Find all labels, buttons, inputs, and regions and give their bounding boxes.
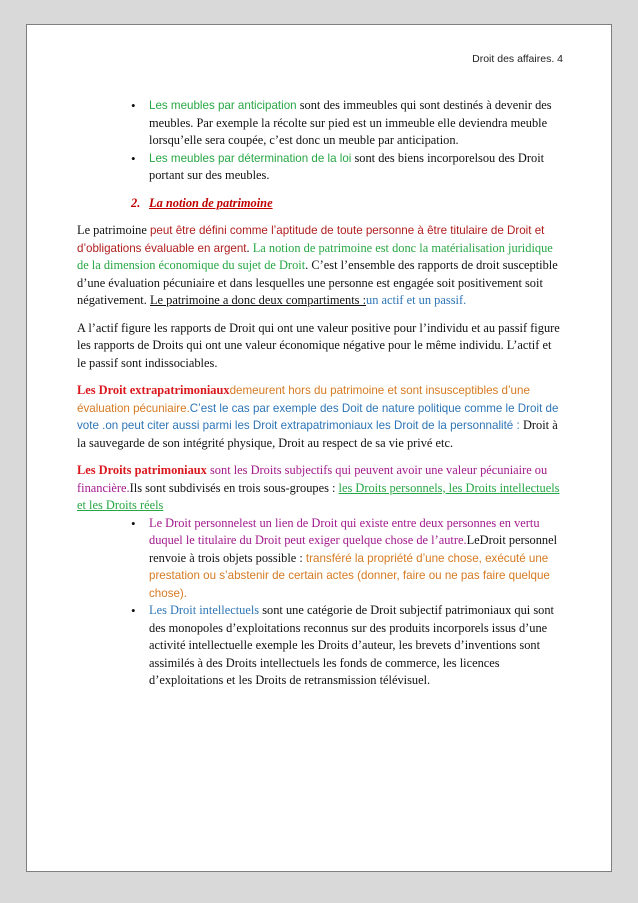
list-item — [77, 97, 563, 150]
text-run: Le patrimoine a donc deux compartiments : — [149, 293, 367, 307]
paragraph-extrapatrimoniaux — [77, 382, 563, 452]
text-run: sont les Droits subjectifs qui peuvent avoir une valeur pécuniaire ou financière. — [77, 463, 548, 495]
text-run: transféré la propriété d’une chose, exécuté une prestation ou s’abstenir de certain actes (donner, faire ou ne pas faire quelque chose). — [149, 551, 550, 600]
text-run: peut être défini comme l’aptitude de toute personne à être titulaire de Droit et d’obligations évaluable en argent — [77, 224, 545, 255]
text-run: Les Droit intellectuels — [149, 603, 260, 617]
text-run: Ils sont subdivisés en trois sous-groupes : — [129, 480, 339, 495]
bullet-list-droits — [77, 515, 563, 690]
document-page — [26, 24, 612, 872]
text-run: Le patrimoine — [77, 223, 150, 237]
bullet-term: Les meubles par détermination de la loi — [149, 151, 352, 165]
text-run: . — [246, 240, 253, 255]
bullet-list-meubles — [77, 97, 563, 185]
list-item — [77, 602, 563, 690]
section-heading — [77, 195, 563, 213]
page-content — [77, 97, 563, 690]
bullet-text: sont des immeubles qui sont destinés à devenir des meubles. Par exemple la récolte sur pied est un immeuble elle deviendra meuble lorsqu’elle sera coupée, c’est donc un meuble par anticipation. — [149, 98, 552, 147]
text-run: Le Droit personnelest un lien de Droit qui existe entre deux personnes en vertu duquel le titulaire du Droit peut exiger quelque chose de l’autre. — [149, 515, 540, 547]
text-run: Droit à la sauvegarde de son intégrité physique, Droit au respect de sa vie privé etc. — [77, 418, 558, 450]
list-item — [77, 150, 563, 185]
text-run: . C’est l’ensemble des rapports de droit susceptible d’une évaluation pécuniaire et dans lesquelles une personne est engagée soit positivement soit négativement. — [77, 258, 558, 307]
section-number: 2. — [131, 195, 141, 210]
text-run: Les Droits patrimoniaux — [77, 463, 207, 477]
page-header: Droit des affaires. 4 — [472, 53, 563, 65]
text-run: les Droits personnels, les Droits intellectuels et les Droits réels — [77, 480, 560, 512]
section-title: La notion de patrimoine — [149, 195, 273, 210]
text-run: C’est le cas par exemple des Doit de nature politique comme le Droit de vote .on peut citer aussi parmi les Droit extrapatrimoniaux les Droit de la personnalité : — [77, 401, 559, 432]
text-run: La notion de patrimoine est donc la matérialisation juridique de la dimension économique du sujet de Droit — [77, 240, 553, 272]
list-item — [77, 515, 563, 603]
paragraph-actif-passif: A l’actif figure les rapports de Droit qui ont une valeur positive pour l’individu et au passif figure les rapports de Droits qui ont une valeur économique négative pour le même individu. L’actif et le passif sont indissociables. — [77, 320, 560, 370]
bullet-text: sont des biens incorporelsou des Droit portant sur des meubles. — [149, 150, 545, 182]
text-run: un actif et un passif. — [366, 293, 467, 307]
text-run: LeDroit personnel renvoie à trois objets possible : — [149, 533, 558, 565]
bullet-term: Les meubles par anticipation — [149, 99, 297, 112]
text-run: Les Droit extrapatrimoniaux — [77, 383, 230, 397]
paragraph-patrimoine — [77, 222, 563, 310]
text-run: demeurent hors du patrimoine et sont insusceptibles d’une évaluation pécuniaire. — [77, 384, 530, 415]
paragraph-patrimoniaux — [77, 462, 563, 515]
text-run: sont une catégorie de Droit subjectif patrimoniaux qui sont des monopoles d’exploitations reconnus sur des produits incorporels issus d’une activité intellectuelle exemple les Droits d’auteur, les brevets d’inventions sont assimilés à des Droits intellectuels les fonds de commerce, les licences d’exploitations et les Droits de retransmission télévisuel. — [149, 603, 555, 687]
